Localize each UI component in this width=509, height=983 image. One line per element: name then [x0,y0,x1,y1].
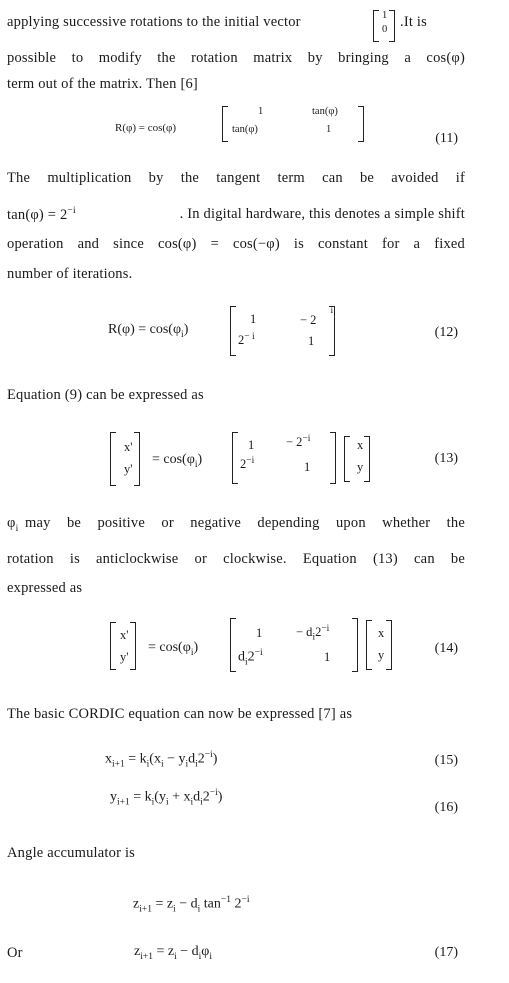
vector-cell [120,650,129,665]
subscript: i [181,329,184,340]
subscript: i [312,632,316,643]
matrix-cell: 1 [250,312,257,326]
equation-number: (16) [434,800,458,815]
superscript: −i [67,206,76,216]
equation-number: (11) [435,131,458,146]
matrix-right-bracket [330,432,336,484]
subscript: i [151,797,155,808]
superscript: i [330,306,334,316]
text: (y [154,789,166,805]
matrix-right-bracket [329,306,335,356]
text: − 2 [286,435,303,450]
matrix-left-bracket [230,618,236,672]
text: z [133,896,140,912]
paragraph-line: .It is [400,14,427,30]
text: d [188,751,196,767]
text: d [193,789,201,805]
text: z [134,944,141,959]
text: 2 [315,625,322,640]
equation-body [105,750,217,769]
superscript: −1 [220,895,231,905]
equation-body [134,944,212,962]
vector-cell: 1 [382,10,388,21]
vector-right-bracket [386,620,392,670]
superscript: −i [321,624,330,634]
text: = cos(φ [148,640,191,655]
subscript: i [174,951,177,962]
text: x [120,628,127,642]
matrix-cell: 1 [248,438,255,452]
vector-right-bracket [364,436,370,482]
text: d [238,649,245,665]
text: tan(φ) = 2 [7,206,68,223]
subscript: i [194,459,198,470]
vector-left-bracket [366,620,372,670]
superscript: −i [254,648,263,658]
text: 2 [202,789,210,805]
paragraph-line: The basic CORDIC equation can now be expressed [7] as [7,706,353,722]
matrix-cell [286,434,310,450]
text: = z [152,944,175,959]
text: ) [212,751,218,767]
text: = k [124,751,147,767]
equation-number: (17) [434,945,458,960]
text: − y [163,751,186,767]
equation-number: (14) [434,641,458,656]
vector-left-bracket [373,10,379,42]
subscript: i [165,797,169,808]
prime: ' [126,628,129,642]
text: 2 [230,896,242,912]
paragraph-line: term out of the matrix. Then [6] [7,76,198,92]
subscript: i [245,657,248,668]
text: R(φ) = cos(φ [108,322,182,337]
matrix-cell: 1 [258,106,264,117]
subscript: i [160,759,164,770]
paragraph-line [7,515,465,534]
equation-lhs: R(φ) = cos(φ) [115,122,177,134]
equation-lhs [148,640,198,658]
text: ) [183,322,189,337]
matrix-left-bracket [222,106,228,142]
subscript: i+1 [112,759,125,770]
text: = k [129,789,152,805]
text: x [124,440,131,454]
vector-right-bracket [389,10,395,42]
paragraph-line [7,14,301,31]
subscript: i+1 [139,904,152,915]
subscript: i [185,759,189,770]
paragraph-line: operation and since cos(φ) = cos(−φ) is constant for a fixed [7,236,465,252]
equation-lhs [152,452,202,470]
text: tan [200,896,221,912]
subscript: i [200,797,203,808]
text-segment [7,515,18,534]
paragraph-line: number of iterations. [7,266,133,282]
matrix-left-bracket [230,306,236,356]
vector-left-bracket [110,432,116,486]
matrix-cell [296,624,329,643]
subscript: i [198,951,202,962]
subscript: i+1 [117,797,130,808]
equation-number: (15) [434,753,458,768]
vector-cell: y [357,460,364,474]
text: − d [175,896,198,912]
text: 2 [240,457,247,472]
prime: ' [130,440,133,454]
matrix-cell: 1 [308,334,315,348]
superscript: −i [302,434,311,444]
vector-right-bracket [134,432,140,486]
matrix-cell [240,456,254,472]
text: − 2 [300,313,317,328]
vector-cell [120,628,129,643]
paragraph-line: Angle accumulator is [7,845,136,861]
text: φ [201,944,210,959]
matrix-cell: 1 [324,650,331,664]
paragraph-line: Equation (9) can be expressed as [7,387,204,403]
text: y [120,650,127,664]
vector-cell [124,462,133,477]
text: ) [193,640,199,655]
equation-lhs [108,322,188,340]
text: − d [176,944,199,959]
text: + x [168,789,191,805]
subscript: i [209,951,212,962]
subscript: i [146,759,150,770]
superscript: − i [244,332,255,342]
subscript: i [190,647,194,658]
text: x [105,751,112,767]
subscript: i [195,759,198,770]
subscript: i [197,904,201,915]
text: y [110,789,117,805]
text: (x [149,751,161,767]
superscript: −i [204,750,213,760]
equation-body [110,788,222,807]
subscript: i+1 [140,951,153,962]
vector-left-bracket [110,622,116,670]
vector-cell [124,440,133,455]
matrix-cell [238,332,255,348]
text: φ [7,515,16,531]
paragraph-line: expressed as [7,580,83,596]
vector-cell: x [357,438,364,452]
matrix-cell: 1 [326,124,332,135]
vector-cell: x [378,626,385,640]
text: = z [151,896,174,912]
superscript: −i [246,456,255,466]
paragraph-line: rotation is anticlockwise or clockwise. Equation (13) can be [7,551,465,567]
equation-body [133,895,249,914]
matrix-cell [300,306,334,328]
text: applying successive rotations to the initial vector [7,14,301,30]
superscript: −i [241,895,250,905]
paragraph-line: The multiplication by the tangent term can be avoided if [7,170,465,186]
matrix-cell: 1 [304,460,311,474]
matrix-cell: 1 [256,626,263,640]
matrix-right-bracket [358,106,364,142]
matrix-right-bracket [352,618,358,672]
equation-number: (12) [434,325,458,340]
text: ) [217,789,223,805]
vector-left-bracket [344,436,350,482]
matrix-cell [238,648,263,667]
subscript: i [173,904,176,915]
equation-number: (13) [434,451,458,466]
prime: ' [126,650,129,664]
text-segment: . In digital hardware, this denotes a simple shift [179,206,465,222]
text: ) [197,452,203,467]
prime: ' [130,462,133,476]
text: − d [296,625,313,640]
matrix-cell: tan(φ) [312,106,338,117]
matrix-cell: tan(φ) [232,124,258,135]
text: 2 [247,649,255,665]
vector-cell: 0 [382,24,388,35]
paragraph-line: possible to modify the rotation matrix by bringing a cos(φ) [7,50,465,66]
text: = cos(φ [152,452,195,467]
subscript: i [15,523,19,534]
matrix-left-bracket [232,432,238,484]
paragraph-line [7,206,465,224]
superscript: −i [209,788,218,798]
paragraph-line: Or [7,945,23,961]
text-segment [7,206,76,224]
vector-right-bracket [130,622,136,670]
text: 2 [238,333,245,348]
text: y [124,462,131,476]
text-segment: may be positive or negative depending upon whether the [25,515,465,531]
subscript: i [190,797,194,808]
vector-cell: y [378,648,385,662]
text: 2 [197,751,205,767]
